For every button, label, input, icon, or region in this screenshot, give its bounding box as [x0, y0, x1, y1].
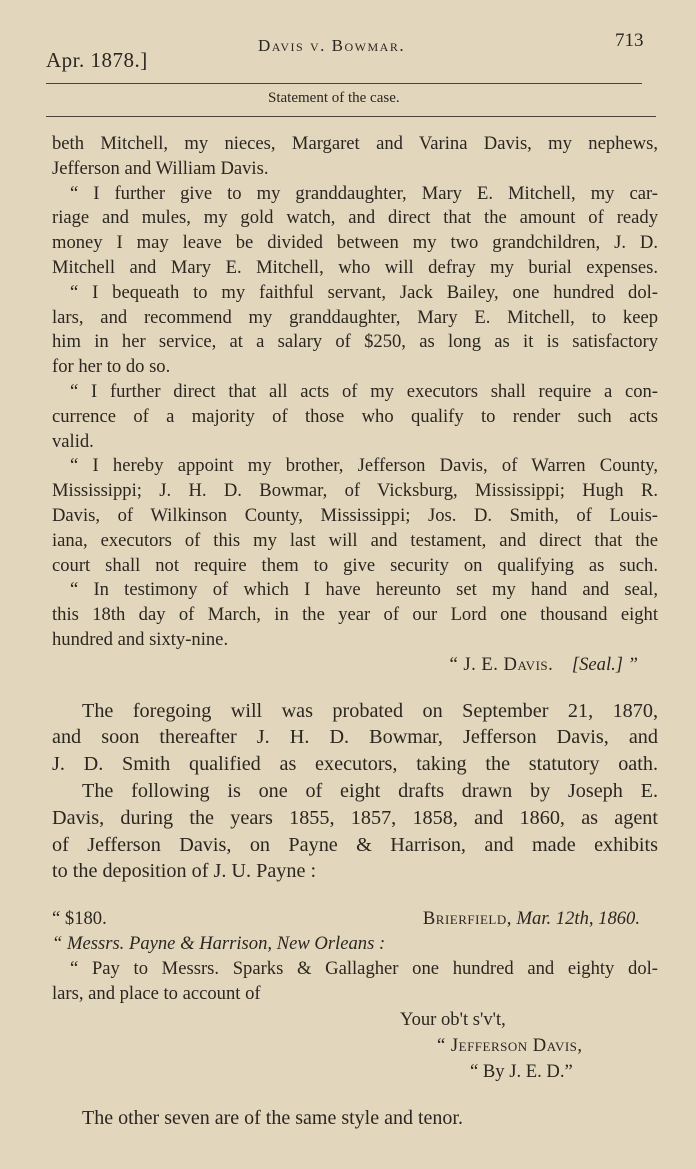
text-line: “ I further direct that all acts of my executors shall require a con-: [70, 380, 658, 402]
section-label: Statement of the case.: [268, 90, 400, 106]
will-signature: [52, 653, 658, 678]
text-line: Mississippi; J. H. D. Bowmar, of Vicksburg, Mississippi; Hugh R.: [52, 480, 658, 502]
text-line: “ I bequeath to my faithful servant, Jack Bailey, one hundred dol-: [70, 281, 658, 303]
text-line: lars, and recommend my granddaughter, Mary E. Mitchell, to keep: [52, 306, 658, 328]
text-line: this 18th day of March, in the year of our Lord one thousand eight: [52, 604, 658, 626]
text-line: him in her service, at a salary of $250, as long as it is satisfactory: [52, 331, 658, 353]
running-head-date: Apr. 1878.]: [46, 48, 148, 72]
text-line: J. D. Smith qualified as executors, taking the statutory oath.: [52, 753, 658, 776]
text-line: and soon thereafter J. H. D. Bowmar, Jefferson Davis, and: [52, 726, 658, 749]
text-line: “ I hereby appoint my brother, Jefferson Davis, of Warren County,: [70, 455, 658, 477]
header-rule-bottom: [46, 116, 656, 117]
draft-addressee-city: New Orleans :: [276, 933, 386, 955]
text-line: The foregoing will was probated on September 21, 1870,: [82, 699, 658, 722]
body-text: [52, 132, 658, 1131]
running-head: [0, 0, 696, 80]
draft-signer: “ Jefferson Davis,: [437, 1034, 583, 1056]
text-line: to the deposition of J. U. Payne :: [52, 860, 317, 883]
text-line: valid.: [52, 430, 94, 452]
running-head-title: Davis v. Bowmar.: [258, 36, 406, 55]
draft-by: “ By J. E. D.”: [470, 1060, 573, 1082]
text-line: Davis, of Wilkinson County, Mississippi; Jos. D. Smith, of Louis-: [52, 504, 658, 526]
text-line: court shall not require them to give security on qualifying as such.: [52, 554, 658, 576]
text-line: “ In testimony of which I have hereunto set my hand and seal,: [70, 579, 658, 601]
text-line: The following is one of eight drafts drawn by Joseph E.: [82, 779, 658, 802]
text-line: Jefferson and William Davis.: [52, 157, 269, 179]
draft-amount: “ $180.: [52, 908, 107, 930]
draft-closing: Your ob't s'v't,: [400, 1008, 506, 1030]
text-line: “ I further give to my granddaughter, Mary E. Mitchell, my car-: [70, 182, 658, 204]
text-line: iana, executors of this my last will and testament, and direct that the: [52, 529, 658, 551]
text-line: Mitchell and Mary E. Mitchell, who will defray my burial expenses.: [52, 256, 658, 278]
page-number: 713: [615, 30, 644, 51]
text-line: Davis, during the years 1855, 1857, 1858, and 1860, as agent: [52, 806, 658, 829]
draft-date: Mar. 12th, 1860.: [516, 908, 640, 930]
text-line: beth Mitchell, my nieces, Margaret and Varina Davis, my nephews,: [52, 133, 658, 154]
text-line: hundred and sixty-nine.: [52, 628, 229, 650]
text-line: currence of a majority of those who qualify to render such acts: [52, 405, 658, 427]
header-rule-top: [46, 83, 642, 84]
draft-header: [52, 905, 658, 932]
will-signature-name: “ J. E. Davis.: [449, 653, 554, 675]
draft-addressee-name: “ Messrs. Payne & Harrison,: [52, 933, 273, 955]
text-line: money I may leave be divided between my two grandchildren, J. D.: [52, 232, 658, 254]
will-signature-seal: [Seal.] ”: [571, 653, 638, 675]
paragraph-gap: [52, 885, 658, 905]
text-line: “ Pay to Messrs. Sparks & Gallagher one hundred and eighty dol-: [70, 957, 658, 979]
text-line: lars, and place to account of: [52, 982, 261, 1004]
text-line: of Jefferson Davis, on Payne & Harrison, and made exhibits: [52, 833, 658, 856]
paragraph-gap: [52, 678, 658, 698]
draft-place-date: [423, 905, 640, 932]
closing-line: The other seven are of the same style and tenor.: [82, 1106, 463, 1129]
text-line: for her to do so.: [52, 356, 171, 378]
draft-place: Brierfield,: [422, 908, 512, 930]
text-line: riage and mules, my gold watch, and direct that the amount of ready: [52, 207, 658, 229]
draft-addressee: [52, 932, 658, 957]
